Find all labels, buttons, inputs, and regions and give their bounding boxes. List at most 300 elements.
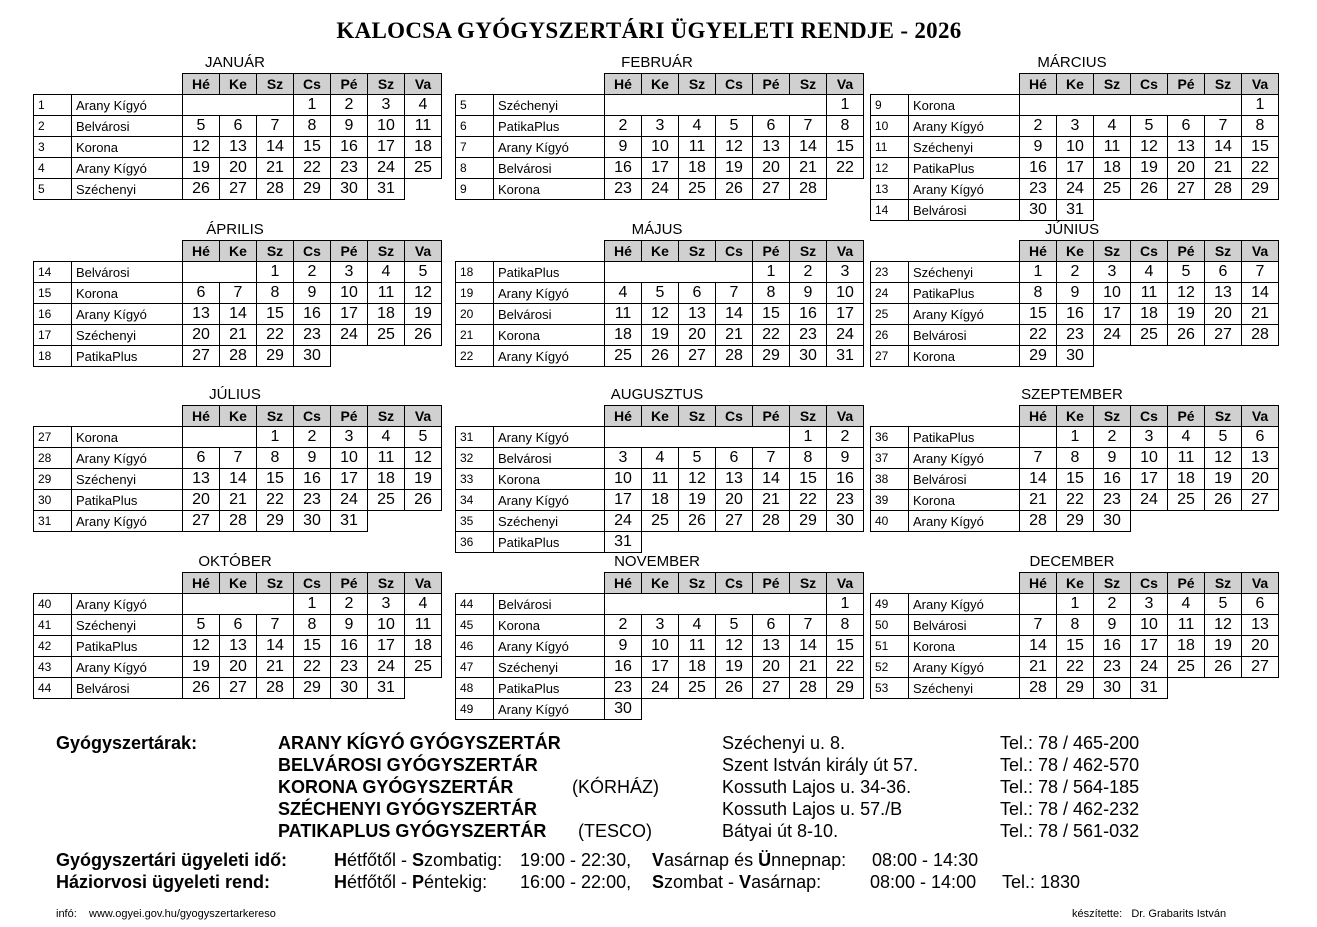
weekday-header: Cs <box>716 573 753 594</box>
day-cell: 30 <box>1094 511 1131 532</box>
doctor-weekend-time: 08:00 - 14:00 <box>870 872 977 892</box>
weekday-header: Hé <box>605 74 642 95</box>
month-name: AUGUSZTUS <box>610 386 704 403</box>
day-cell: 4 <box>679 615 716 636</box>
day-cell: 15 <box>294 137 331 158</box>
week-number: 13 <box>871 179 909 200</box>
empty-cells <box>183 95 294 116</box>
week-row <box>34 615 442 636</box>
day-cell: 1 <box>1057 427 1094 448</box>
day-cell: 29 <box>1242 179 1279 200</box>
week-number: 15 <box>34 283 72 304</box>
duty-pharmacy: Arany Kígyó <box>494 490 605 511</box>
header-blank <box>34 406 72 427</box>
empty-cell <box>642 699 679 720</box>
day-cell: 21 <box>790 657 827 678</box>
weekday-header: Hé <box>183 406 220 427</box>
day-cell: 13 <box>1168 137 1205 158</box>
duty-pharmacy: Arany Kígyó <box>909 594 1020 615</box>
day-cell: 29 <box>294 678 331 699</box>
day-cell: 27 <box>679 346 716 367</box>
weekday-header: Hé <box>605 241 642 262</box>
day-cell: 27 <box>716 511 753 532</box>
duty-pharmacy: Széchenyi <box>909 137 1020 158</box>
day-cell: 10 <box>642 137 679 158</box>
day-cell: 7 <box>790 615 827 636</box>
day-cell: 5 <box>716 116 753 137</box>
day-cell: 30 <box>790 346 827 367</box>
day-cell: 2 <box>605 116 642 137</box>
weekday-header: Ke <box>642 573 679 594</box>
day-cell: 31 <box>827 346 864 367</box>
duty-pharmacy: Széchenyi <box>72 325 183 346</box>
header-blank <box>494 406 605 427</box>
pharmacy-name: SZÉCHENYI GYÓGYSZERTÁR <box>278 799 538 819</box>
month-table <box>455 405 864 553</box>
day-cell: 23 <box>331 657 368 678</box>
weekday-header: Ke <box>642 241 679 262</box>
day-cell: 15 <box>790 469 827 490</box>
day-cell: 16 <box>1020 158 1057 179</box>
duty-pharmacy: Korona <box>494 179 605 200</box>
day-cell: 11 <box>1168 615 1205 636</box>
duty-pharmacy: Arany Kígyó <box>909 657 1020 678</box>
day-cell: 4 <box>1168 594 1205 615</box>
week-number: 1 <box>34 95 72 116</box>
day-cell: 2 <box>1057 262 1094 283</box>
empty-cell <box>1168 346 1205 367</box>
week-row <box>34 346 442 367</box>
duty-pharmacy: Korona <box>909 636 1020 657</box>
day-cell: 11 <box>405 116 442 137</box>
month-table <box>870 405 1279 532</box>
weekday-header: Pé <box>1168 241 1205 262</box>
day-cell: 20 <box>183 490 220 511</box>
empty-cell <box>1242 511 1279 532</box>
day-cell: 4 <box>1094 116 1131 137</box>
day-cell: 9 <box>331 116 368 137</box>
weekday-header: Cs <box>1131 573 1168 594</box>
empty-cells <box>1020 594 1057 615</box>
weekday-header: Va <box>405 241 442 262</box>
week-row <box>871 346 1279 367</box>
day-cell: 29 <box>294 179 331 200</box>
day-cell: 3 <box>605 448 642 469</box>
weekday-header: Cs <box>1131 241 1168 262</box>
empty-cell <box>716 532 753 553</box>
day-cell: 30 <box>1094 678 1131 699</box>
month-table <box>870 240 1279 367</box>
empty-cells <box>605 594 827 615</box>
day-cell: 7 <box>257 615 294 636</box>
day-cell: 18 <box>405 636 442 657</box>
day-cell: 7 <box>1020 448 1057 469</box>
day-cell: 9 <box>827 448 864 469</box>
duty-pharmacy: Belvárosi <box>909 200 1020 221</box>
duty-pharmacy: Korona <box>72 283 183 304</box>
day-cell: 14 <box>716 304 753 325</box>
day-cell: 26 <box>405 325 442 346</box>
pharmacy-address: Kossuth Lajos u. 57./B <box>722 799 903 819</box>
day-cell: 3 <box>642 615 679 636</box>
header-blank <box>494 573 605 594</box>
day-cell: 21 <box>1020 657 1057 678</box>
day-cell: 9 <box>294 283 331 304</box>
duty-pharmacy: PatikaPlus <box>494 532 605 553</box>
pharmacy-note: (KÓRHÁZ) <box>572 777 659 797</box>
day-cell: 20 <box>1242 469 1279 490</box>
month-table <box>455 240 864 367</box>
day-cell: 22 <box>1057 657 1094 678</box>
day-cell: 5 <box>642 283 679 304</box>
day-cell: 16 <box>294 304 331 325</box>
header-blank <box>909 74 1020 95</box>
day-cell: 25 <box>1131 325 1168 346</box>
day-cell: 31 <box>331 511 368 532</box>
day-cell: 19 <box>1205 636 1242 657</box>
header-blank <box>72 573 183 594</box>
day-cell: 22 <box>827 657 864 678</box>
empty-cells <box>1020 427 1057 448</box>
day-cell: 22 <box>294 657 331 678</box>
day-cell: 10 <box>331 283 368 304</box>
day-cell: 6 <box>679 283 716 304</box>
empty-cell <box>827 699 864 720</box>
day-cell: 3 <box>368 95 405 116</box>
day-cell: 8 <box>1057 448 1094 469</box>
day-cell: 26 <box>1131 179 1168 200</box>
week-row <box>456 325 864 346</box>
duty-weekend-time: 08:00 - 14:30 <box>872 850 979 870</box>
duty-pharmacy: Korona <box>494 615 605 636</box>
month-calendar <box>455 386 864 553</box>
day-cell: 4 <box>405 95 442 116</box>
day-cell: 21 <box>1020 490 1057 511</box>
day-cell: 5 <box>405 427 442 448</box>
day-cell: 23 <box>827 490 864 511</box>
duty-weekday-range: Hétfőtől - Szombatig: <box>334 850 503 870</box>
week-number: 34 <box>456 490 494 511</box>
day-cell: 14 <box>1020 636 1057 657</box>
day-cell: 24 <box>368 657 405 678</box>
day-cell: 5 <box>183 615 220 636</box>
day-cell: 16 <box>1094 469 1131 490</box>
day-cell: 26 <box>183 179 220 200</box>
duty-pharmacy: Belvárosi <box>72 262 183 283</box>
day-cell: 19 <box>679 490 716 511</box>
day-cell: 19 <box>183 158 220 179</box>
header-blank <box>456 74 494 95</box>
month-calendar <box>455 54 864 200</box>
day-cell: 11 <box>405 615 442 636</box>
weekday-header: Va <box>827 74 864 95</box>
day-cell: 20 <box>753 158 790 179</box>
week-row <box>34 137 442 158</box>
day-cell: 2 <box>1094 594 1131 615</box>
day-cell: 17 <box>331 304 368 325</box>
day-cell: 9 <box>790 283 827 304</box>
day-cell: 8 <box>257 448 294 469</box>
weekday-header: Ke <box>220 74 257 95</box>
day-cell: 17 <box>642 657 679 678</box>
week-row <box>871 594 1279 615</box>
day-cell: 22 <box>753 325 790 346</box>
day-cell: 15 <box>827 636 864 657</box>
day-cell: 9 <box>331 615 368 636</box>
week-number: 9 <box>871 95 909 116</box>
weekday-header: Sz <box>368 406 405 427</box>
doctor-weekday-time: 16:00 - 22:00, <box>520 872 632 892</box>
duty-pharmacy: Arany Kígyó <box>72 657 183 678</box>
day-cell: 8 <box>294 116 331 137</box>
week-number: 4 <box>34 158 72 179</box>
week-row <box>34 678 442 699</box>
empty-cell <box>1168 200 1205 221</box>
day-cell: 25 <box>368 490 405 511</box>
day-cell: 22 <box>1057 490 1094 511</box>
day-cell: 22 <box>1020 325 1057 346</box>
empty-cell <box>827 532 864 553</box>
week-row <box>871 262 1279 283</box>
day-cell: 8 <box>753 283 790 304</box>
duty-pharmacy: Arany Kígyó <box>72 448 183 469</box>
pharmacy-name: KORONA GYÓGYSZERTÁR <box>278 777 514 797</box>
week-row <box>871 95 1279 116</box>
week-number: 36 <box>871 427 909 448</box>
week-number: 7 <box>456 137 494 158</box>
week-row <box>456 158 864 179</box>
week-number: 10 <box>871 116 909 137</box>
duty-pharmacy: PatikaPlus <box>72 636 183 657</box>
week-row <box>34 116 442 137</box>
week-number: 18 <box>456 262 494 283</box>
pharmacy-phone: Tel.: 78 / 564-185 <box>1000 777 1140 797</box>
empty-cell <box>368 511 405 532</box>
header-blank <box>871 406 909 427</box>
day-cell: 14 <box>1242 283 1279 304</box>
week-number: 49 <box>456 699 494 720</box>
duty-label: Gyógyszertári ügyeleti idő: <box>56 850 288 870</box>
day-cell: 16 <box>1094 636 1131 657</box>
weekday-header: Va <box>1242 406 1279 427</box>
day-cell: 28 <box>716 346 753 367</box>
day-cell: 24 <box>1094 325 1131 346</box>
day-cell: 9 <box>605 636 642 657</box>
day-cell: 15 <box>1242 137 1279 158</box>
duty-pharmacy: Arany Kígyó <box>494 283 605 304</box>
week-number: 41 <box>34 615 72 636</box>
week-number: 19 <box>456 283 494 304</box>
month-calendar <box>455 553 864 720</box>
header-blank <box>34 573 72 594</box>
day-cell: 7 <box>1205 116 1242 137</box>
duty-pharmacy: Arany Kígyó <box>494 137 605 158</box>
pharmacy-note: (TESCO) <box>578 821 652 841</box>
day-cell: 18 <box>605 325 642 346</box>
footer-info: infó: www.ogyei.gov.hu/gyogyszertarkereso <box>56 908 276 920</box>
week-number: 11 <box>871 137 909 158</box>
week-row <box>456 427 864 448</box>
day-cell: 2 <box>1094 427 1131 448</box>
day-cell: 20 <box>716 490 753 511</box>
empty-cell <box>753 532 790 553</box>
day-cell: 11 <box>368 283 405 304</box>
week-row <box>34 427 442 448</box>
weekday-header: Ke <box>220 406 257 427</box>
day-cell: 6 <box>1168 116 1205 137</box>
day-cell: 31 <box>1057 200 1094 221</box>
day-cell: 11 <box>1094 137 1131 158</box>
day-cell: 24 <box>368 158 405 179</box>
day-cell: 7 <box>790 116 827 137</box>
day-cell: 17 <box>1131 636 1168 657</box>
empty-cell <box>790 532 827 553</box>
month-calendar <box>870 386 1279 532</box>
pharmacy-address: Bátyai út 8-10. <box>722 821 839 841</box>
weekday-header: Pé <box>331 241 368 262</box>
day-cell: 8 <box>790 448 827 469</box>
week-number: 35 <box>456 511 494 532</box>
week-row <box>456 116 864 137</box>
week-number: 5 <box>456 95 494 116</box>
day-cell: 10 <box>331 448 368 469</box>
duty-pharmacy: Széchenyi <box>72 615 183 636</box>
day-cell: 13 <box>183 469 220 490</box>
week-number: 44 <box>456 594 494 615</box>
day-cell: 30 <box>1057 346 1094 367</box>
weekday-header: Ke <box>220 573 257 594</box>
month-calendar <box>33 221 442 367</box>
week-number: 44 <box>34 678 72 699</box>
week-number: 27 <box>34 427 72 448</box>
day-cell: 7 <box>753 448 790 469</box>
week-row <box>34 304 442 325</box>
day-cell: 30 <box>294 346 331 367</box>
day-cell: 14 <box>753 469 790 490</box>
day-cell: 11 <box>1168 448 1205 469</box>
weekday-header: Cs <box>716 241 753 262</box>
weekday-header: Ke <box>642 74 679 95</box>
day-cell: 13 <box>1242 615 1279 636</box>
day-cell: 9 <box>1057 283 1094 304</box>
day-cell: 14 <box>790 137 827 158</box>
duty-pharmacy: Belvárosi <box>494 594 605 615</box>
month-table <box>870 73 1279 221</box>
day-cell: 17 <box>1057 158 1094 179</box>
empty-cell <box>679 699 716 720</box>
duty-pharmacy: PatikaPlus <box>494 262 605 283</box>
weekday-header: Sz <box>1205 74 1242 95</box>
day-cell: 27 <box>753 678 790 699</box>
day-cell: 19 <box>1168 304 1205 325</box>
day-cell: 28 <box>1020 511 1057 532</box>
duty-pharmacy: Arany Kígyó <box>72 511 183 532</box>
week-number: 27 <box>871 346 909 367</box>
week-row <box>871 636 1279 657</box>
weekday-header: Sz <box>679 241 716 262</box>
month-calendar <box>33 553 442 699</box>
week-row <box>871 179 1279 200</box>
day-cell: 3 <box>331 262 368 283</box>
empty-cell <box>1242 346 1279 367</box>
weekday-header: Cs <box>294 241 331 262</box>
duty-pharmacy: Belvárosi <box>909 469 1020 490</box>
weekday-header: Ke <box>1057 406 1094 427</box>
day-cell: 1 <box>294 594 331 615</box>
day-cell: 8 <box>1057 615 1094 636</box>
week-number: 33 <box>456 469 494 490</box>
day-cell: 15 <box>1020 304 1057 325</box>
pharmacy-name: BELVÁROSI GYÓGYSZERTÁR <box>278 755 538 775</box>
duty-pharmacy: Széchenyi <box>72 179 183 200</box>
day-cell: 25 <box>405 657 442 678</box>
duty-pharmacy: Korona <box>494 469 605 490</box>
month-calendar <box>870 54 1279 221</box>
day-cell: 29 <box>257 511 294 532</box>
week-row <box>34 636 442 657</box>
week-row <box>871 490 1279 511</box>
day-cell: 4 <box>368 427 405 448</box>
day-cell: 12 <box>405 448 442 469</box>
weekday-header: Sz <box>1205 573 1242 594</box>
duty-pharmacy: Korona <box>909 95 1020 116</box>
pharmacy-phone: Tel.: 78 / 462-232 <box>1000 799 1140 819</box>
header-blank <box>456 241 494 262</box>
weekday-header: Sz <box>679 74 716 95</box>
day-cell: 20 <box>1205 304 1242 325</box>
day-cell: 5 <box>1131 116 1168 137</box>
duty-pharmacy: Arany Kígyó <box>494 427 605 448</box>
day-cell: 15 <box>1057 636 1094 657</box>
day-cell: 25 <box>1168 490 1205 511</box>
day-cell: 1 <box>1242 95 1279 116</box>
day-cell: 20 <box>220 158 257 179</box>
week-row <box>34 179 442 200</box>
week-number: 48 <box>456 678 494 699</box>
weekday-header: Va <box>405 573 442 594</box>
week-number: 22 <box>456 346 494 367</box>
weekday-header: Hé <box>183 74 220 95</box>
week-row <box>871 116 1279 137</box>
day-cell: 25 <box>1094 179 1131 200</box>
day-cell: 16 <box>331 636 368 657</box>
day-cell: 27 <box>220 179 257 200</box>
day-cell: 17 <box>605 490 642 511</box>
day-cell: 7 <box>1242 262 1279 283</box>
duty-pharmacy: Arany Kígyó <box>494 699 605 720</box>
week-number: 3 <box>34 137 72 158</box>
month-name: JÚNIUS <box>1044 221 1100 238</box>
day-cell: 1 <box>753 262 790 283</box>
day-cell: 21 <box>220 490 257 511</box>
day-cell: 23 <box>294 325 331 346</box>
empty-cell <box>1205 511 1242 532</box>
week-number: 12 <box>871 158 909 179</box>
day-cell: 26 <box>642 346 679 367</box>
week-number: 21 <box>456 325 494 346</box>
weekday-header: Va <box>827 573 864 594</box>
day-cell: 8 <box>827 116 864 137</box>
weekday-header: Sz <box>790 573 827 594</box>
day-cell: 2 <box>605 615 642 636</box>
month-table <box>33 405 442 532</box>
weekday-header: Va <box>405 406 442 427</box>
day-cell: 22 <box>257 325 294 346</box>
day-cell: 24 <box>642 179 679 200</box>
day-cell: 19 <box>405 304 442 325</box>
day-cell: 13 <box>753 636 790 657</box>
header-blank <box>494 241 605 262</box>
